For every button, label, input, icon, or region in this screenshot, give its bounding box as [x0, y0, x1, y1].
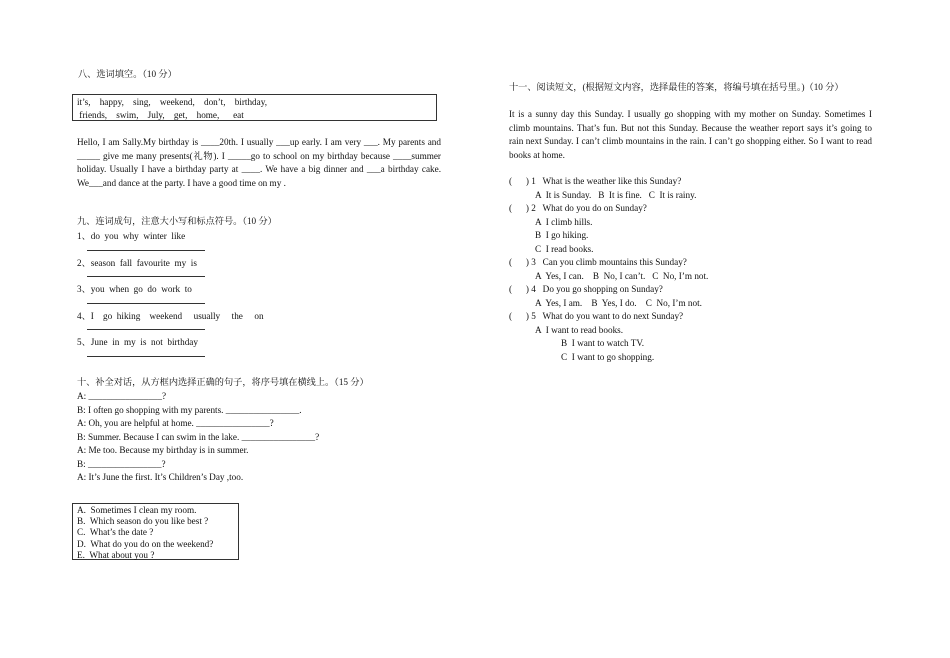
word-bank-line-1: it’s, happy, sing, weekend, don’t, birthday,	[77, 97, 268, 107]
question-5-option-b: B I want to watch TV.	[561, 338, 645, 348]
section11-passage: It is a sunny day this Sunday. I usually go shopping with my mother on Sunday. Sometimes I climb mountains. That’s fun. But not this Sunday. Because the weather report says it’s going to rain next Sunday. I can’t climb mountains in the rain. I can’t go shopping either. So I want to read books at home.	[509, 109, 872, 160]
question-2-option-a: A I climb hills.	[535, 216, 593, 227]
question-5-option-c: C I want to go shopping.	[561, 351, 655, 362]
section9-title: 九、连词成句，注意大小写和标点符号。（10 分）	[77, 216, 277, 226]
question-1-options: A It is Sunday. B It is fine. C It is rainy.	[535, 189, 697, 200]
dialog-line: A: Me too. Because my birthday is in summer.	[77, 445, 249, 455]
reorder-item	[77, 310, 317, 337]
reorder-item	[77, 257, 317, 284]
reorder-item	[77, 230, 317, 257]
section11-questions	[509, 175, 889, 364]
dialog	[77, 390, 319, 485]
option-a: A. Sometimes I clean my room.	[77, 505, 197, 515]
question-2-option-c: C I read books.	[535, 243, 594, 254]
dialog-line: B: ________________?	[77, 458, 166, 469]
answer-line[interactable]	[87, 329, 205, 330]
section8-title: 八、选词填空。（10 分）	[78, 69, 177, 79]
word-bank-line-2: friends, swim, July, get, home, eat	[77, 109, 244, 120]
question-4: ( ) 4 Do you go shopping on Sunday?	[509, 284, 663, 294]
section9-items	[77, 230, 317, 363]
section8-passage: Hello, I am Sally.My birthday is ____20th. I usually ___up early. I am very ___. My parents and _____ give me many presents(礼物). I _____go to school on my birthday because ____summer holiday. Usually I have a birthday party at ____. We have a big dinner and ___a birthday cake. We___and dance at the party. I have a good time on my .	[77, 137, 441, 188]
question-5: ( ) 5 What do you want to do next Sunday?	[509, 311, 684, 321]
question-1: ( ) 1 What is the weather like this Sunday?	[509, 176, 682, 186]
section11-title: 十一、阅读短文，(根据短文内容，选择最佳的答案，将编号填在括号里。)（10 分）	[509, 82, 844, 92]
dialog-line: B: Summer. Because I can swim in the lake. ________________?	[77, 431, 320, 442]
question-2: ( ) 2 What do you do on Sunday?	[509, 203, 647, 213]
question-3: ( ) 3 Can you climb mountains this Sunday?	[509, 257, 687, 267]
dialog-line: A: ________________?	[77, 391, 167, 401]
question-2-option-b: B I go hiking.	[535, 230, 589, 240]
reorder-item	[77, 283, 317, 310]
option-b: B. Which season do you like best ?	[77, 516, 209, 527]
option-d: D. What do you do on the weekend?	[77, 538, 214, 549]
reorder-words: 3、you when go do work to	[77, 284, 192, 295]
dialog-options-box	[72, 503, 239, 560]
section10-title: 十、补全对话，从方框内选择正确的句子，将序号填在横线上。（15 分）	[77, 377, 369, 387]
answer-line[interactable]	[87, 356, 205, 357]
answer-line[interactable]	[87, 250, 205, 251]
answer-line[interactable]	[87, 303, 205, 304]
word-bank-box	[72, 94, 437, 121]
reorder-words: 1、do you why winter like	[77, 231, 186, 241]
reorder-words: 5、June in my is not birthday	[77, 337, 198, 348]
reorder-words: 4、I go hiking weekend usually the on	[77, 310, 264, 321]
option-e: E. What about you ?	[77, 549, 155, 560]
question-3-options: A Yes, I can. B No, I can’t. C No, I’m not.	[535, 270, 709, 281]
dialog-line: A: Oh, you are helpful at home. ________________?	[77, 418, 274, 428]
dialog-line: A: It’s June the first. It’s Children’s Day ,too.	[77, 472, 244, 482]
option-c: C. What’s the date ?	[77, 527, 154, 538]
question-4-options: A Yes, I am. B Yes, I do. C No, I’m not.	[535, 297, 702, 308]
answer-line[interactable]	[87, 276, 205, 277]
question-5-option-a: A I want to read books.	[535, 324, 624, 335]
dialog-line: B: I often go shopping with my parents. ________________.	[77, 404, 302, 415]
reorder-item	[77, 336, 317, 363]
reorder-words: 2、season fall favourite my is	[77, 257, 197, 268]
